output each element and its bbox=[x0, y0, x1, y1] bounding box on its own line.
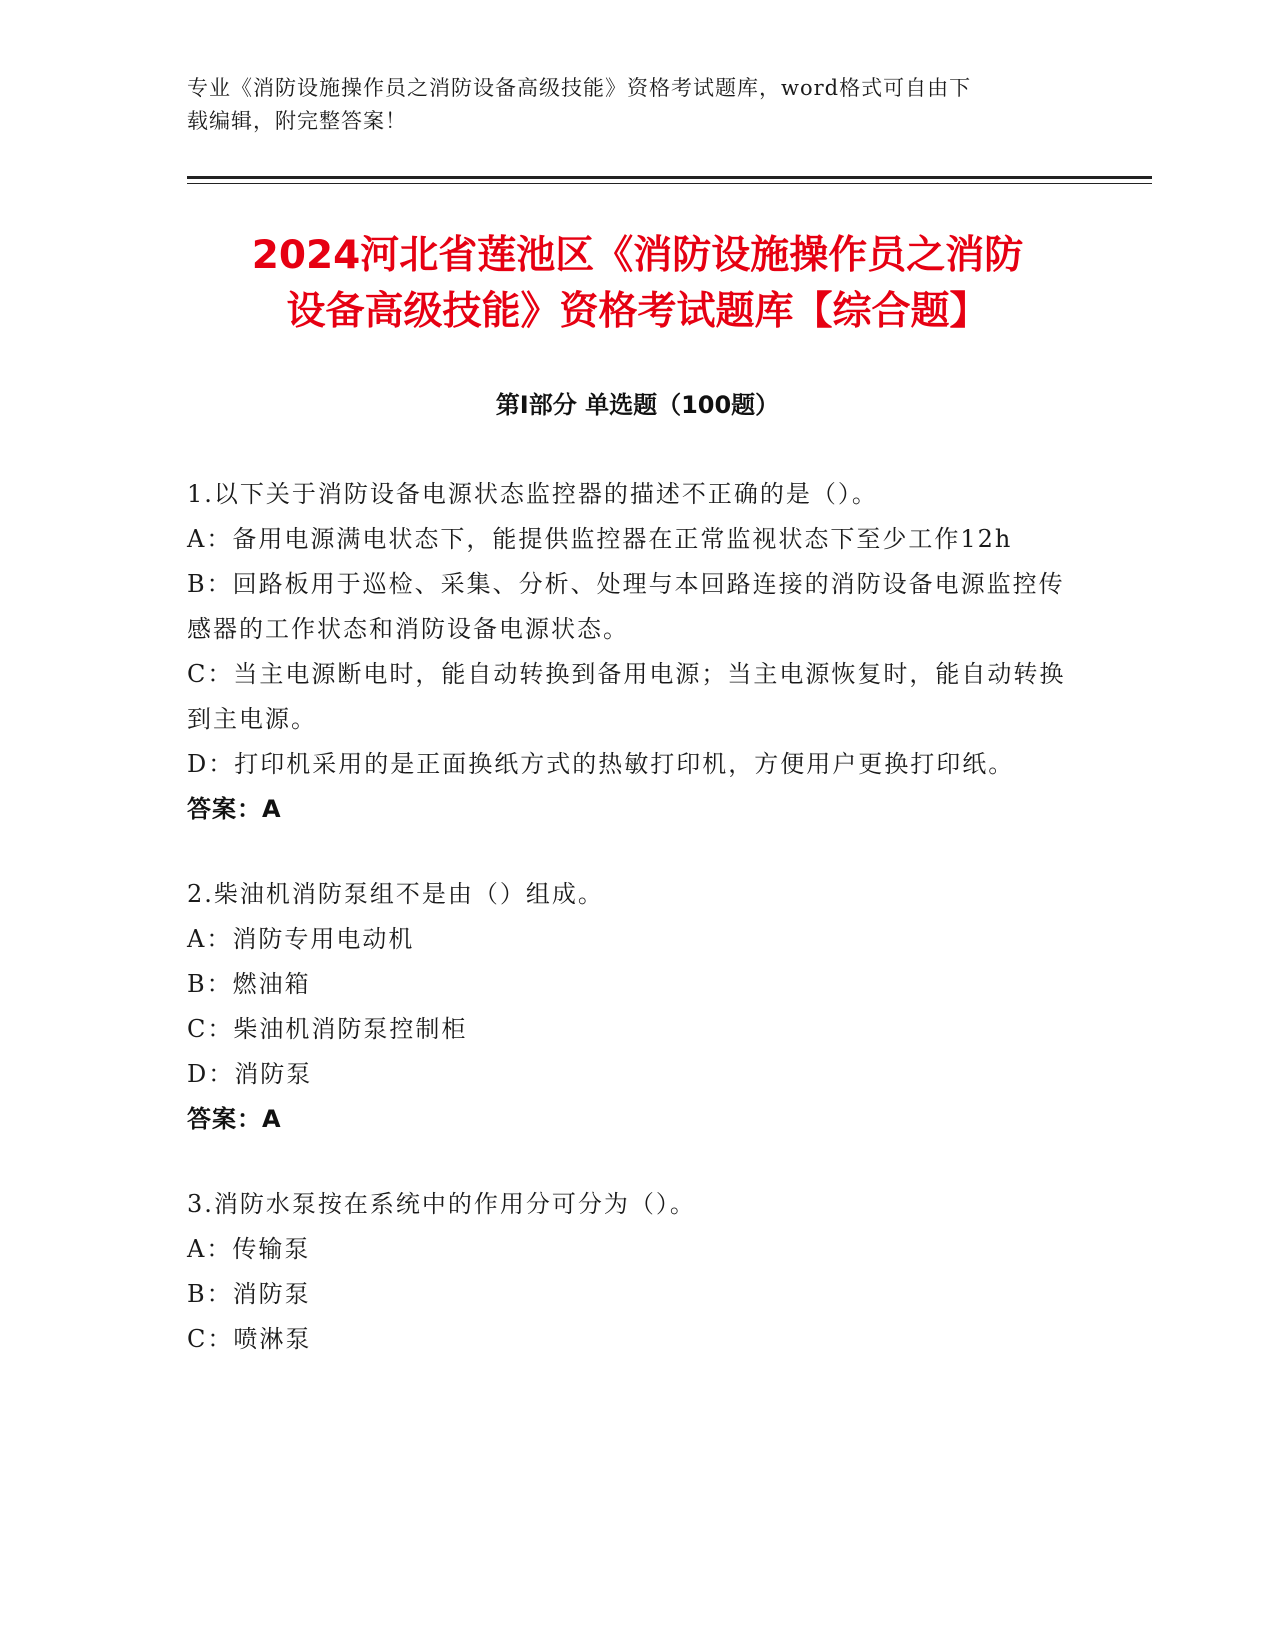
question-2 bbox=[187, 872, 1077, 1142]
question-1 bbox=[187, 472, 1077, 832]
question-stem: 2.柴油机消防泵组不是由（）组成。 bbox=[187, 880, 604, 908]
question-list bbox=[187, 472, 1077, 1402]
option-d: D：打印机采用的是正面换纸方式的热敏打印机，方便用户更换打印纸。 bbox=[187, 750, 1015, 778]
answer: 答案：A bbox=[187, 795, 282, 823]
option-b: B：燃油箱 bbox=[187, 970, 311, 998]
document-title bbox=[160, 228, 1115, 340]
document-title-line-2: 设备高级技能》资格考试题库【综合题】 bbox=[286, 289, 989, 334]
option-b: B：回路板用于巡检、采集、分析、处理与本回路连接的消防设备电源监控传感器的工作状态和消防设备电源状态。 bbox=[187, 570, 1065, 643]
option-c: C：当主电源断电时，能自动转换到备用电源；当主电源恢复时，能自动转换到主电源。 bbox=[187, 660, 1066, 733]
option-a: A：消防专用电动机 bbox=[187, 925, 415, 953]
option-a: A：备用电源满电状态下，能提供监控器在正常监视状态下至少工作12h bbox=[187, 525, 1013, 553]
question-3 bbox=[187, 1182, 1077, 1362]
option-c: C：柴油机消防泵控制柜 bbox=[187, 1015, 468, 1043]
header-note bbox=[187, 72, 1087, 138]
option-d: D：消防泵 bbox=[187, 1060, 313, 1088]
answer: 答案：A bbox=[187, 1105, 282, 1133]
option-b: B：消防泵 bbox=[187, 1280, 311, 1308]
header-divider-thin bbox=[187, 183, 1152, 184]
header-note-line-2: 载编辑，附完整答案！ bbox=[187, 109, 407, 133]
option-a: A：传输泵 bbox=[187, 1235, 311, 1263]
option-c: C：喷淋泵 bbox=[187, 1325, 312, 1353]
header-note-line-1: 专业《消防设施操作员之消防设备高级技能》资格考试题库，word格式可自由下 bbox=[187, 76, 972, 100]
question-stem: 1.以下关于消防设备电源状态监控器的描述不正确的是（）。 bbox=[187, 480, 878, 508]
section-heading: 第Ⅰ部分 单选题（100题） bbox=[495, 391, 780, 419]
question-stem: 3.消防水泵按在系统中的作用分可分为（）。 bbox=[187, 1190, 696, 1218]
document-title-line-1: 2024河北省莲池区《消防设施操作员之消防 bbox=[251, 233, 1024, 278]
header-divider-thick bbox=[187, 176, 1152, 179]
